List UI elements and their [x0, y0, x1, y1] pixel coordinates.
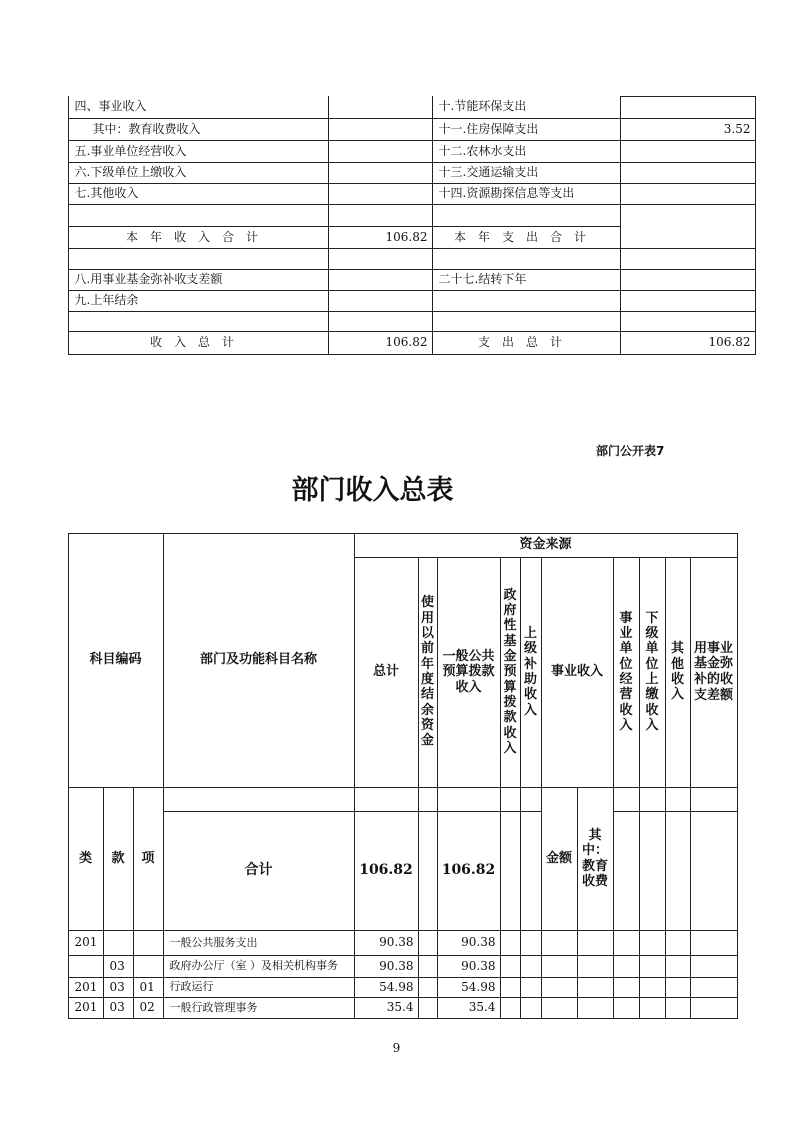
total-row-cell: [690, 811, 738, 931]
total-row-cell-text: 106.82: [441, 862, 496, 879]
summary-right-value: [620, 140, 756, 163]
row-kuan-text: 03: [109, 979, 125, 994]
summary-left-label-text: 四、事业收入: [74, 99, 147, 114]
row-lei-text: 201: [74, 935, 98, 950]
empty-cell: [418, 997, 438, 1019]
total-row-cell: [665, 811, 691, 931]
total-row-cell-text: 合计: [244, 862, 273, 879]
summary-left-label-text: 九.上年结余: [74, 293, 139, 308]
header-business-income-text: 事业收入: [550, 664, 603, 680]
summary-left-label-text: 七.其他收入: [74, 186, 139, 201]
empty-cell: [690, 977, 738, 998]
empty-cell: [520, 955, 542, 978]
summary-left-label-text: 收入总计: [149, 335, 246, 350]
empty-cell: [500, 977, 521, 998]
header-subject-name: [163, 533, 355, 788]
page-title: 部门收入总表: [291, 475, 454, 506]
row-name: [163, 955, 355, 978]
header-superior-subsidy: [520, 557, 542, 788]
header-unit-operating: [613, 557, 640, 788]
total-row-cell: [613, 811, 640, 931]
row-lei-text: 201: [74, 979, 98, 994]
empty-cell: [577, 977, 614, 998]
summary-right-label: [432, 269, 621, 291]
header-xiang-text: 项: [141, 850, 155, 866]
row-name: [163, 997, 355, 1019]
row-xiang: [133, 930, 164, 956]
empty-cell: [520, 977, 542, 998]
header-of-which-edu: [577, 787, 614, 931]
empty-cell: [613, 930, 640, 956]
header-prior-year-balance: [418, 557, 438, 788]
summary-right-label: [432, 118, 621, 141]
empty-cell: [613, 997, 640, 1019]
header-other-income: [665, 557, 691, 788]
summary-right-label: [432, 248, 621, 270]
empty-cell: [541, 930, 578, 956]
page-number: 9: [392, 1041, 401, 1055]
header-superior-subsidy-text: 上级补助收入: [523, 626, 537, 718]
summary-right-label-text: 本年支出合计: [453, 229, 598, 244]
header-total-text: 总计: [372, 664, 399, 680]
total-blank-cell: [437, 787, 501, 812]
empty-cell: [577, 955, 614, 978]
header-subject-code-text: 科目编码: [89, 652, 142, 668]
header-business-fund: [690, 557, 738, 788]
total-blank-cell: [665, 787, 691, 812]
row-general-budget-text: 54.98: [461, 979, 496, 994]
header-lower-unit-paid-text: 下级单位上缴收入: [645, 610, 659, 733]
row-xiang: [133, 977, 164, 998]
row-lei: [68, 955, 104, 978]
total-row-cell: [418, 811, 438, 931]
total-row-cell: [437, 811, 501, 931]
summary-left-label: [68, 331, 329, 355]
total-row-cell: [500, 811, 521, 931]
row-kuan-text: 03: [109, 958, 125, 973]
total-blank-cell: [163, 787, 355, 812]
empty-cell: [520, 997, 542, 1019]
row-general-budget: [437, 977, 501, 998]
row-xiang: [133, 997, 164, 1019]
empty-cell: [665, 977, 691, 998]
total-row-cell: [163, 811, 355, 931]
header-kuan: [103, 787, 134, 931]
summary-right-label-text: 支出总计: [477, 335, 574, 350]
summary-left-value: [328, 269, 433, 291]
row-total-text: 35.4: [386, 1000, 414, 1015]
row-kuan-text: 03: [109, 1000, 125, 1015]
row-lei: [68, 977, 104, 998]
summary-right-value-text: 106.82: [708, 335, 751, 350]
summary-right-value-text: 3.52: [723, 121, 751, 136]
summary-right-value: [620, 290, 756, 312]
summary-left-value: [328, 183, 433, 205]
total-blank-cell: [690, 787, 738, 812]
empty-cell: [541, 955, 578, 978]
summary-right-label: [432, 331, 621, 355]
row-name-text: 行政运行: [169, 980, 214, 994]
empty-cell: [665, 997, 691, 1019]
header-kuan-text: 款: [111, 850, 125, 866]
summary-right-label: [432, 311, 621, 332]
header-subject-name-text: 部门及功能科目名称: [199, 652, 317, 668]
total-blank-cell: [418, 787, 438, 812]
summary-left-label-text: 八.用事业基金弥补收支差额: [74, 272, 223, 287]
empty-cell: [418, 955, 438, 978]
header-funding-source: [354, 533, 738, 558]
summary-left-label: [68, 162, 329, 184]
summary-left-value: [328, 226, 433, 249]
summary-right-label: [432, 290, 621, 312]
empty-cell: [541, 997, 578, 1019]
summary-left-label: [68, 269, 329, 291]
summary-right-value: [620, 269, 756, 291]
summary-right-label: [432, 96, 621, 119]
empty-cell: [500, 930, 521, 956]
header-total: [354, 557, 419, 788]
summary-left-value: [328, 290, 433, 312]
empty-cell: [541, 977, 578, 998]
row-xiang-text: 02: [139, 1000, 155, 1015]
row-general-budget-text: 35.4: [468, 1000, 496, 1015]
row-xiang: [133, 955, 164, 978]
row-xiang-text: 01: [139, 979, 155, 994]
summary-left-label: [68, 248, 329, 270]
empty-cell: [520, 930, 542, 956]
header-funding-source-text: 资金来源: [519, 537, 572, 553]
empty-cell: [577, 930, 614, 956]
total-blank-cell: [639, 787, 666, 812]
summary-right-value: [620, 183, 756, 205]
header-amount-text: 金额: [545, 850, 572, 866]
summary-right-value: [620, 96, 756, 119]
row-name: [163, 930, 355, 956]
total-blank-cell: [520, 787, 542, 812]
summary-right-label: [432, 204, 621, 227]
row-name-text: 一般公共服务支出: [169, 935, 258, 949]
total-row-cell: [639, 811, 666, 931]
summary-left-value-text: 106.82: [385, 335, 428, 350]
row-name-text: 政府办公厅（室 ）及相关机构事务: [169, 959, 338, 973]
table-number: 部门公开表7: [596, 444, 665, 458]
header-gov-fund-budget-text: 政府性基金预算拨款收入: [503, 587, 517, 756]
summary-right-value: [620, 248, 756, 270]
row-lei-text: 201: [74, 1000, 98, 1015]
row-general-budget: [437, 955, 501, 978]
summary-left-value: [328, 331, 433, 355]
summary-right-value: [620, 204, 756, 249]
empty-cell: [639, 930, 666, 956]
row-total: [354, 930, 419, 956]
summary-left-value-text: 106.82: [385, 229, 428, 244]
summary-left-label-text: 五.事业单位经营收入: [74, 143, 187, 158]
row-total: [354, 997, 419, 1019]
row-general-budget: [437, 997, 501, 1019]
summary-right-label: [432, 140, 621, 163]
summary-left-label: [68, 226, 329, 249]
empty-cell: [690, 955, 738, 978]
total-row-cell-text: 106.82: [359, 862, 413, 879]
summary-left-value: [328, 140, 433, 163]
summary-right-value: [620, 162, 756, 184]
summary-left-label: [68, 140, 329, 163]
header-subject-code: [68, 533, 164, 788]
empty-cell: [639, 977, 666, 998]
row-kuan: [103, 930, 134, 956]
summary-left-label: [68, 290, 329, 312]
summary-right-value: [620, 118, 756, 141]
empty-cell: [639, 997, 666, 1019]
row-name: [163, 977, 355, 998]
header-business-fund-text: 用事业基金弥补的收支差额: [693, 640, 733, 703]
summary-left-label-text: 本年收入合计: [125, 229, 270, 244]
summary-right-label: [432, 226, 621, 249]
header-amount: [541, 787, 578, 931]
total-row-cell: [520, 811, 542, 931]
summary-left-label: [68, 311, 329, 332]
row-total-text: 90.38: [379, 935, 414, 950]
header-gov-fund-budget: [500, 557, 521, 788]
row-kuan: [103, 977, 134, 998]
summary-right-label-text: 十一.住房保障支出: [438, 121, 539, 136]
summary-right-label-text: 十四.资源勘探信息等支出: [438, 186, 575, 201]
row-general-budget-text: 90.38: [461, 958, 496, 973]
total-blank-cell: [613, 787, 640, 812]
summary-left-value: [328, 248, 433, 270]
row-total-text: 90.38: [379, 958, 414, 973]
empty-cell: [690, 930, 738, 956]
empty-cell: [418, 977, 438, 998]
empty-cell: [690, 997, 738, 1019]
row-general-budget-text: 90.38: [461, 935, 496, 950]
summary-right-value: [620, 311, 756, 332]
total-row-cell: [354, 811, 419, 931]
summary-left-value: [328, 118, 433, 141]
summary-left-value: [328, 162, 433, 184]
summary-right-label-text: 二十七.结转下年: [438, 272, 527, 287]
summary-left-label-text: 六.下级单位上缴收入: [74, 165, 187, 180]
summary-left-label-text: 其中：教育收费收入: [92, 121, 201, 136]
summary-right-label: [432, 162, 621, 184]
empty-cell: [577, 997, 614, 1019]
header-general-budget-text: 一般公共预算拨款收入: [442, 648, 495, 695]
header-business-income: [541, 557, 614, 788]
row-lei: [68, 930, 104, 956]
header-xiang: [133, 787, 164, 931]
summary-right-value: [620, 331, 756, 355]
summary-left-label: [68, 204, 329, 227]
summary-left-label: [68, 183, 329, 205]
empty-cell: [613, 955, 640, 978]
header-general-budget: [437, 557, 501, 788]
total-blank-cell: [500, 787, 521, 812]
header-lei-text: 类: [78, 850, 92, 866]
summary-left-value: [328, 311, 433, 332]
empty-cell: [639, 955, 666, 978]
summary-right-label-text: 十二.农林水支出: [438, 143, 527, 158]
summary-right-label-text: 十三.交通运输支出: [438, 165, 539, 180]
summary-left-label: [68, 96, 329, 119]
row-total: [354, 977, 419, 998]
row-general-budget: [437, 930, 501, 956]
row-total-text: 54.98: [379, 979, 414, 994]
summary-right-label: [432, 183, 621, 205]
empty-cell: [665, 930, 691, 956]
empty-cell: [613, 977, 640, 998]
header-unit-operating-text: 事业单位经营收入: [619, 610, 633, 733]
header-other-income-text: 其他收入: [670, 641, 684, 703]
summary-left-value: [328, 96, 433, 119]
row-name-text: 一般行政管理事务: [169, 1000, 258, 1014]
header-lei: [68, 787, 104, 931]
header-prior-year-balance-text: 使用以前年度结余资金: [420, 595, 434, 749]
header-lower-unit-paid: [639, 557, 666, 788]
row-kuan: [103, 955, 134, 978]
summary-right-label-text: 十.节能环保支出: [438, 99, 527, 114]
empty-cell: [500, 955, 521, 978]
row-total: [354, 955, 419, 978]
total-blank-cell: [354, 787, 419, 812]
empty-cell: [665, 955, 691, 978]
empty-cell: [500, 997, 521, 1019]
empty-cell: [418, 930, 438, 956]
summary-left-value: [328, 204, 433, 227]
header-of-which-edu-text: 其中：教育收费: [581, 827, 608, 889]
row-kuan: [103, 997, 134, 1019]
summary-left-label: [68, 118, 329, 141]
row-lei: [68, 997, 104, 1019]
